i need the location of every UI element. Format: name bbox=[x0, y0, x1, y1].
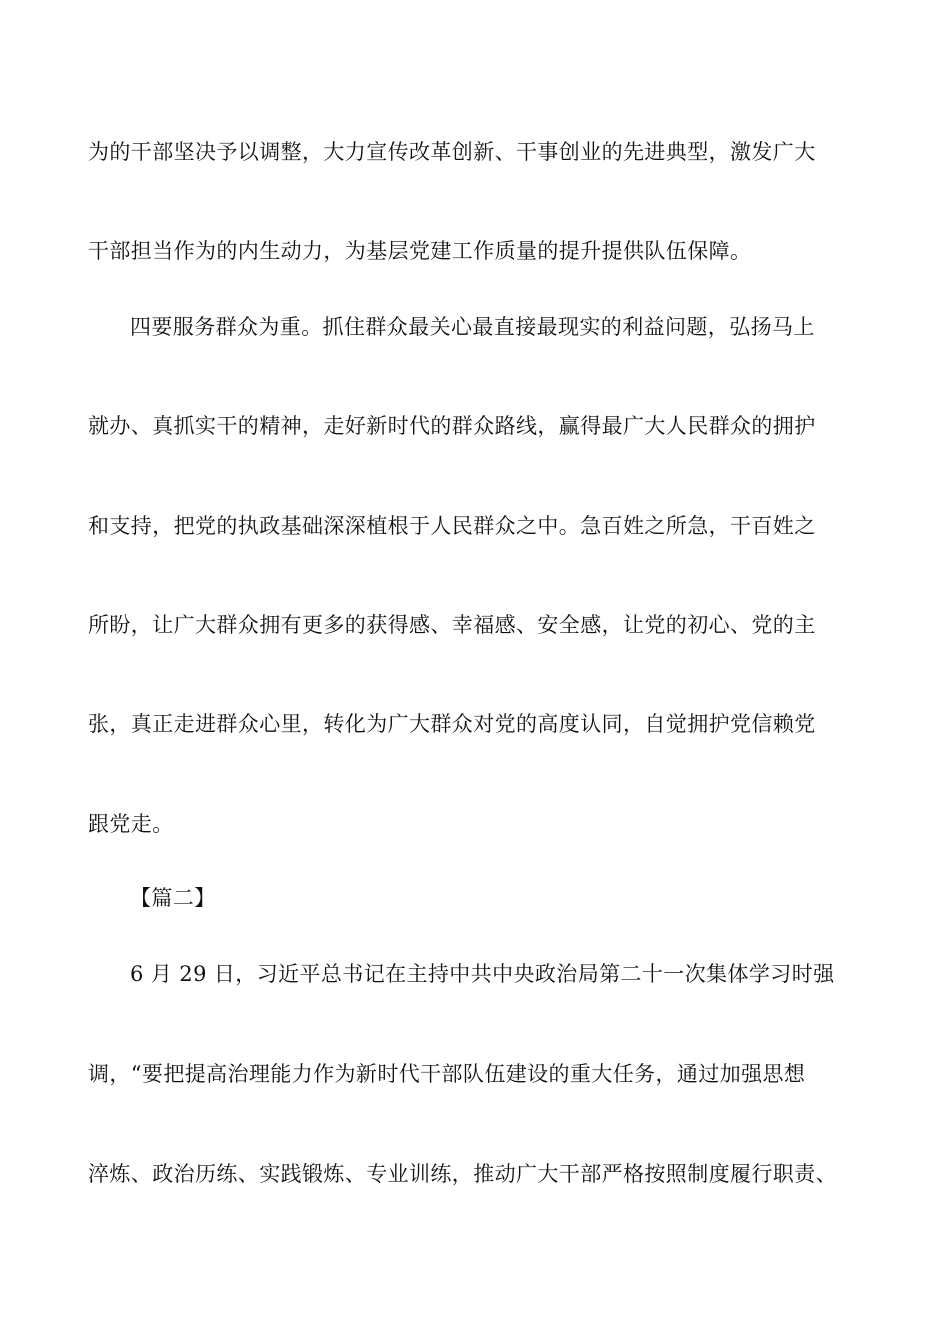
text-line: 淬炼、政治历练、实践锻炼、专业训练，推动广大干部严格按照制度履行职责、 bbox=[88, 1162, 837, 1186]
paragraph-start: 6 月 29 日，习近平总书记在主持中共中央政治局第二十一次集体学习时强 bbox=[130, 962, 835, 986]
text-line: 跟党走。 bbox=[88, 812, 174, 836]
text-line: 就办、真抓实干的精神，走好新时代的群众路线，赢得最广大人民群众的拥护 bbox=[88, 414, 816, 438]
paragraph-start: 四要服务群众为重。抓住群众最关心最直接最现实的利益问题，弘扬马上 bbox=[130, 315, 815, 339]
text-line: 所盼，让广大群众拥有更多的获得感、幸福感、安全感，让党的初心、党的主 bbox=[88, 613, 816, 637]
text-line: 和支持，把党的执政基础深深植根于人民群众之中。急百姓之所急，干百姓之 bbox=[88, 514, 816, 538]
section-heading: 【篇二】 bbox=[130, 886, 216, 910]
text-line: 干部担当作为的内生动力，为基层党建工作质量的提升提供队伍保障。 bbox=[88, 239, 752, 263]
text-line: 为的干部坚决予以调整，大力宣传改革创新、干事创业的先进典型，激发广大 bbox=[88, 140, 816, 164]
text-line: 调，“要把提高治理能力作为新时代干部队伍建设的重大任务，通过加强思想 bbox=[88, 1062, 806, 1086]
text-line: 张，真正走进群众心里，转化为广大群众对党的高度认同，自觉拥护党信赖党 bbox=[88, 712, 816, 736]
